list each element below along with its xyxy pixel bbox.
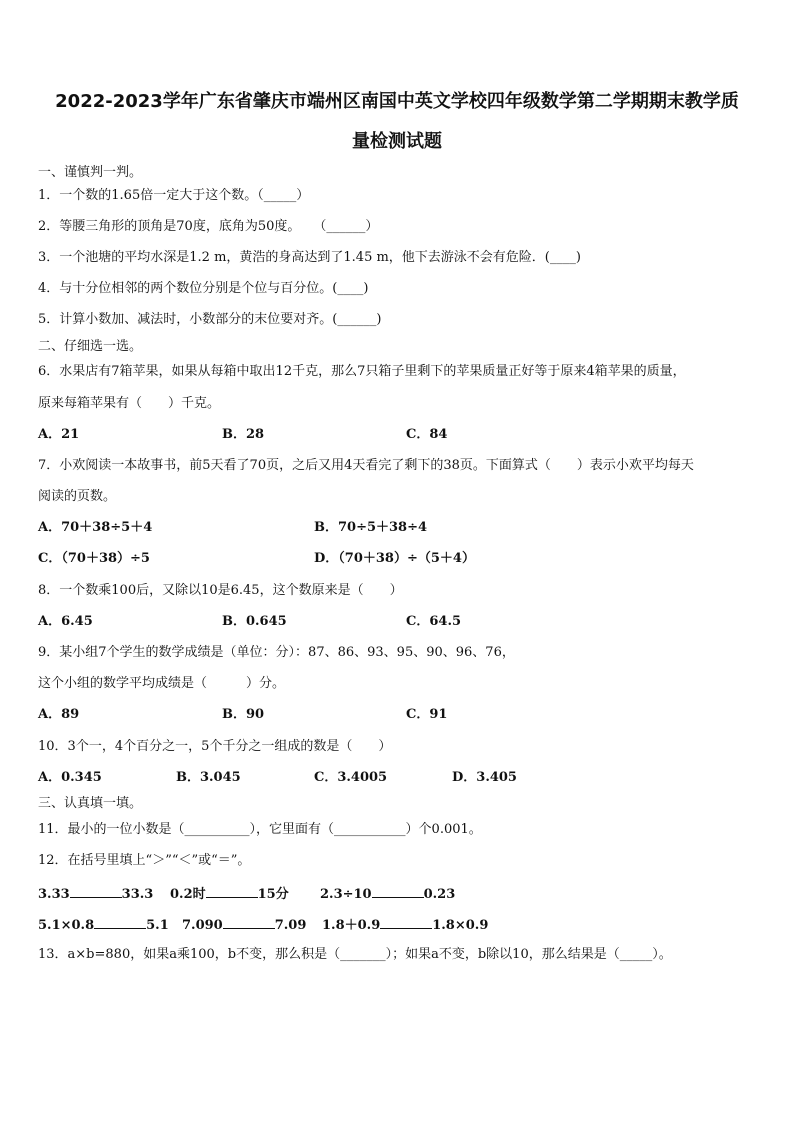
- exam-title-line-2: 量检测试题: [352, 131, 442, 152]
- section-heading-judge: 一、谨慎判一判。: [38, 165, 143, 180]
- question-9-line-2: 这个小组的数学平均成绩是（ ）分。: [38, 676, 286, 691]
- compare-right: 7.09: [274, 918, 307, 933]
- compare-right: 15分: [257, 887, 289, 902]
- compare-item-1: [38, 885, 153, 903]
- question-8-option-b: B．0.645: [222, 614, 287, 629]
- question-8: 8．一个数乘100后，又除以10是6.45，这个数原来是（ ）: [38, 583, 403, 598]
- question-10-option-b: B．3.045: [176, 770, 241, 785]
- answer-blank[interactable]: [206, 885, 258, 898]
- question-6-option-b: B．28: [222, 427, 265, 442]
- compare-left: 5.1×0.8: [38, 918, 95, 933]
- section-heading-fill: 三、认真填一填。: [38, 796, 143, 811]
- exam-title-line-1: 2022-2023学年广东省肇庆市端州区南国中英文学校四年级数学第二学期期末教学质: [55, 91, 739, 112]
- question-12-instruction: 12．在括号里填上“＞”“＜”或“＝”。: [38, 853, 251, 868]
- answer-blank[interactable]: [372, 885, 424, 898]
- section-heading-choose: 二、仔细选一选。: [38, 339, 143, 354]
- compare-right: 0.23: [423, 887, 456, 902]
- question-6-option-c: C．84: [406, 427, 448, 442]
- question-3: 3．一个池塘的平均水深是1.2 m，黄浩的身高达到了1.45 m，他下去游泳不会有危险．(____): [38, 250, 581, 265]
- question-8-option-a: A．6.45: [38, 614, 93, 629]
- question-8-option-c: C．64.5: [406, 614, 462, 629]
- question-9-option-b: B．90: [222, 707, 265, 722]
- question-9-option-a: A．89: [38, 707, 80, 722]
- question-10: 10．3个一，4个百分之一，5个千分之一组成的数是（ ）: [38, 739, 392, 754]
- question-2: 2．等腰三角形的顶角是70度，底角为50度。 （______）: [38, 219, 379, 234]
- question-11: 11．最小的一位小数是（__________），它里面有（___________）个0.001。: [38, 822, 482, 837]
- question-10-option-c: C．3.4005: [314, 770, 388, 785]
- compare-left: 2.3÷10: [320, 887, 372, 902]
- compare-right: 33.3: [121, 887, 154, 902]
- question-7-line-1: 7．小欢阅读一本故事书，前5天看了70页，之后又用4天看完了剩下的38页。下面算式（ ）表示小欢平均每天: [38, 458, 694, 473]
- question-7-option-c: C．（70＋38）÷5: [38, 551, 150, 566]
- question-10-option-d: D．3.405: [452, 770, 517, 785]
- compare-left: 7.090: [182, 918, 223, 933]
- question-6-line-2: 原来每箱苹果有（ ）千克。: [38, 396, 221, 411]
- question-6-line-1: 6．水果店有7箱苹果，如果从每箱中取出12千克，那么7只箱子里剩下的苹果质量正好等于原来4箱苹果的质量，: [38, 364, 686, 379]
- compare-right: 1.8×0.9: [432, 918, 489, 933]
- compare-item-2: [170, 885, 289, 903]
- question-7-option-b: B．70÷5＋38÷4: [314, 520, 428, 535]
- question-4: 4．与十分位相邻的两个数位分别是个位与百分位。(____): [38, 281, 369, 296]
- question-10-option-a: A．0.345: [38, 770, 102, 785]
- compare-item-6: [322, 916, 488, 934]
- question-5: 5．计算小数加、减法时，小数部分的末位要对齐。(______): [38, 312, 382, 327]
- question-1: 1．一个数的1.65倍一定大于这个数。（_____）: [38, 188, 310, 203]
- compare-left: 1.8＋0.9: [322, 918, 381, 933]
- answer-blank[interactable]: [94, 916, 146, 929]
- answer-blank[interactable]: [380, 916, 432, 929]
- compare-item-5: [182, 916, 306, 934]
- question-6-option-a: A．21: [38, 427, 80, 442]
- compare-left: 3.33: [38, 887, 70, 902]
- question-7-line-2: 阅读的页数。: [38, 489, 117, 504]
- question-13: 13．a×b=880，如果a乘100，b不变，那么积是（_______）；如果a不变，b除以10，那么结果是（_____）。: [38, 947, 672, 962]
- answer-blank[interactable]: [223, 916, 275, 929]
- question-7-option-a: A．70＋38÷5＋4: [38, 520, 153, 535]
- compare-item-4: [38, 916, 169, 934]
- question-9-option-c: C．91: [406, 707, 448, 722]
- question-9-line-1: 9．某小组7个学生的数学成绩是（单位：分）：87、86、93、95、90、96、76，: [38, 645, 515, 660]
- question-7-option-d: D．（70＋38）÷（5＋4）: [314, 551, 475, 566]
- answer-blank[interactable]: [70, 885, 122, 898]
- compare-right: 5.1: [146, 918, 169, 933]
- compare-left: 0.2时: [170, 887, 206, 902]
- compare-item-3: [320, 885, 455, 903]
